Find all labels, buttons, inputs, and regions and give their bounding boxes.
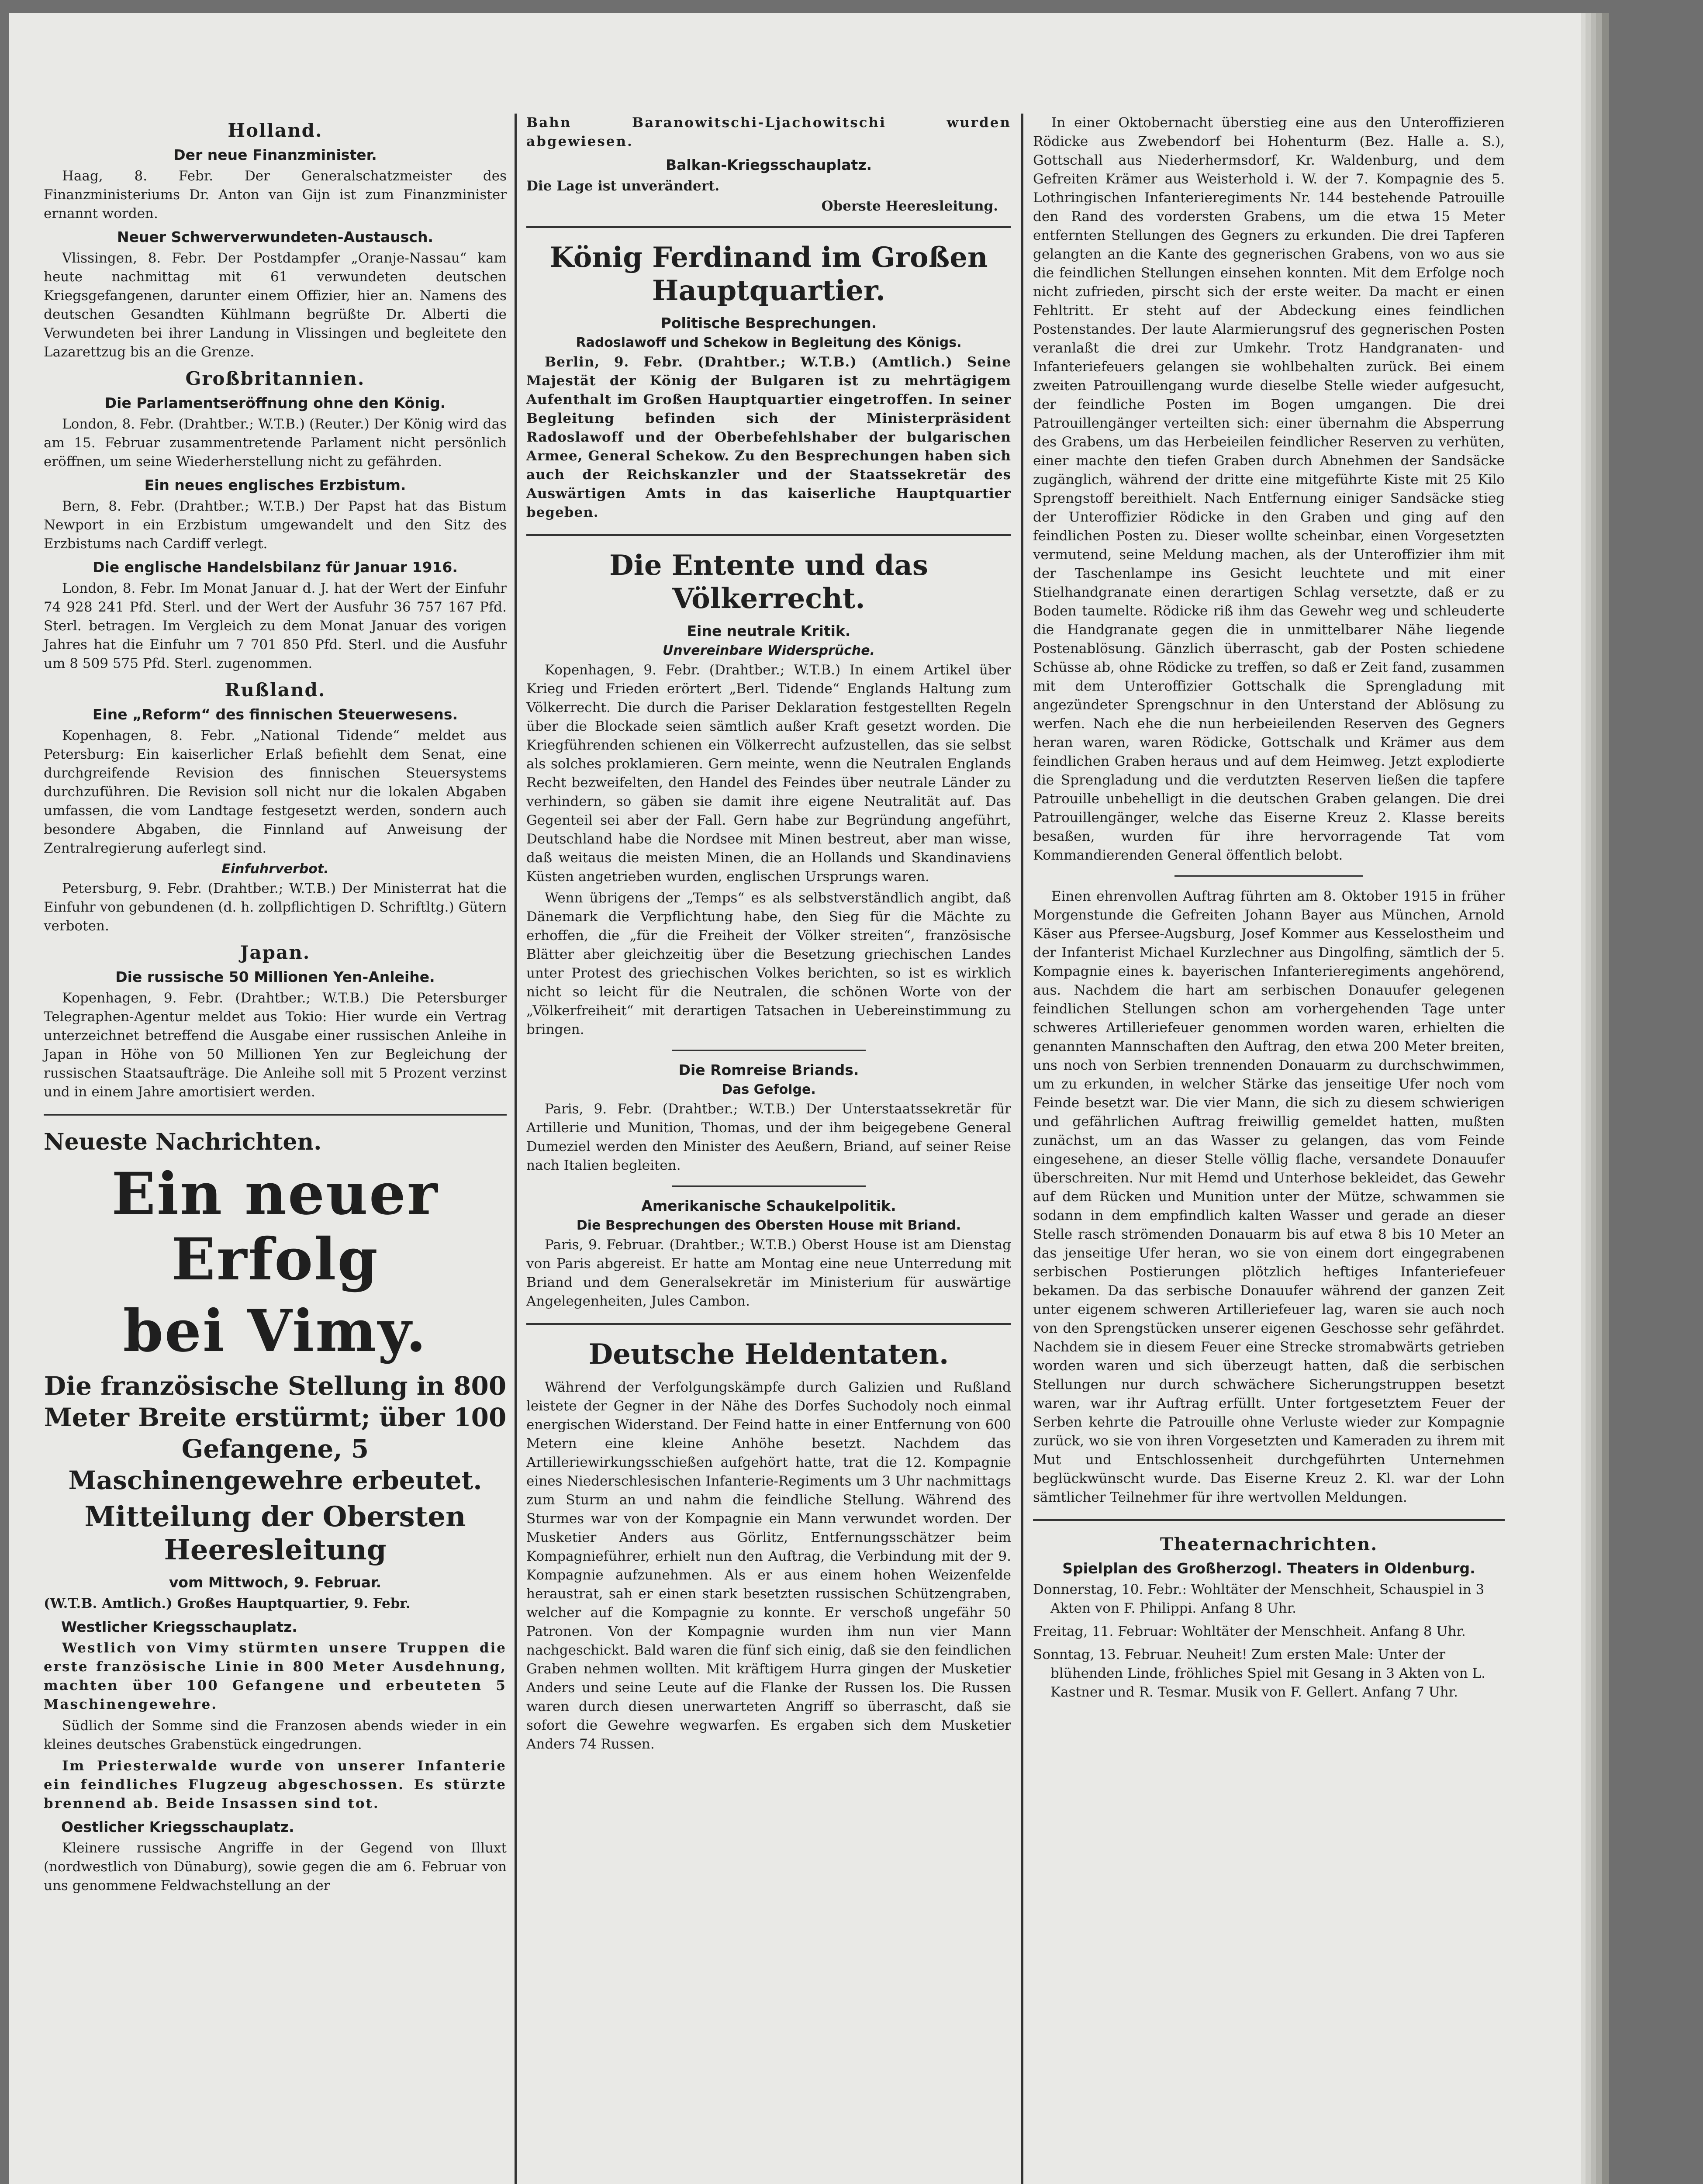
article-heading: Die englische Handelsbilanz für Januar 1916. bbox=[93, 559, 458, 576]
section-heading-japan: Japan. bbox=[240, 942, 311, 963]
headline-line-1: Ein neuer Erfolg bbox=[111, 1160, 439, 1293]
article-heading: Einfuhrverbot. bbox=[221, 861, 329, 877]
article-subheading: Eine neutrale Kritik. bbox=[687, 622, 851, 639]
article-text: Einen ehrenvollen Auftrag führten am 8. Oktober 1915 in früher Morgenstunde die Gefreiten Johann Bayer aus München, Arnold Käser aus Pfersee-Augsburg, Josef Kommer aus Kesselostheim und der Infanterist Michael Kurzlechner aus Dingolfing, sämtlich der 5. Kompagnie eines k. bayerischen Infanterieregiments angehörend, aus. Nachdem die hart am serbischen Donauufer gelegenen feindlichen Stellungen schon am vorhergehenden Tage unter schweres Artilleriefeuer genommen worden waren, erhielten die genannten Mannschaften den Auftrag, den etwa 200 Meter breiten, uns noch von Serbien trennenden Donauarm zu durchschwimmen, um zu erkunden, in welcher Stärke das jenseitige Ufer noch vom Feinde besetzt war. Die vier Mann, die sich zu diesem schwierigen und gefährlichen Auftrag freiwillig gemeldet hatten, mußten zunächst, um an das Wasser zu gelangen, das vom Feinde eingesehene, an dieser Stelle völlig flache, versandete Donauufer überschreiten. Nur mit Hemd und Unterhose bekleidet, das Gewehr auf dem Rücken und Munition unter der Mütze, schwammen sie sodann in dem empfindlich kalten Wasser und gerade an dieser Stelle rasch strömenden Donauarm bis auf etwa 8 bis 10 Meter an das jenseitige Ufer heran, wo sie von einem dort eingegrabenen serbischen Postierungen plötzlich heftiges Infanteriefeuer bekamen. Da das serbische Donauufer während der ganzen Zeit unter eigenem schweren Artilleriefeuer lag, waren sie auch noch von den Sprengstücken unserer eigenen Geschosse sehr gefährdet. Nachdem sie in diesem Feuer eine Strecke stromabwärts getrieben worden waren und sich überzeugt hatten, daß die serbischen Stellungen nur durch schwächere Sicherungstruppen besetzt waren, war ihr Auftrag erfüllt. Unter fortgesetztem Feuer der Serben kehrte die Patrouille ohne Verluste wieder zur Kompagnie zurück, wo sie von ihren Vorgesetzten und Kameraden zu ihrem mit Mut und Entschlossenheit durchgeführten Unternehmen beglückwünscht wurde. Das Eiserne Kreuz 2. Kl. war der Lohn sämtlicher Teilnehmer für ihre wertvollen Meldungen. bbox=[1033, 888, 1505, 1505]
theater-listing: Freitag, 11. Februar: Wohltäter der Menschheit. Anfang 8 Uhr. bbox=[1033, 1624, 1466, 1639]
divider bbox=[44, 1114, 507, 1116]
article-text: Westlich von Vimy stürmten unsere Truppen die erste französische Linie in 800 Meter Ausdehnung, machten über 100 Gefangene und erbeuteten 5 Maschinengewehre. bbox=[44, 1640, 507, 1712]
wtb-line: (W.T.B. Amtlich.) Großes Hauptquartier, 9. Febr. bbox=[44, 1596, 411, 1611]
article-text: London, 8. Febr. Im Monat Januar d. J. hat der Wert der Einfuhr 74 928 241 Pfd. Sterl. und der Wert der Ausfuhr 36 757 167 Pfd. Sterl. betragen. Im Vergleich zu dem Monat Januar des vorigen Jahres hat die Einfuhr um 7 701 850 Pfd. Sterl. und die Ausfuhr um 8 509 575 Pfd. Sterl. zugenommen. bbox=[44, 581, 507, 671]
entente-heading: Die Entente und das Völkerrecht. bbox=[609, 549, 928, 615]
article-subheading: Das Gefolge. bbox=[722, 1082, 816, 1097]
theater-listing: Sonntag, 13. Februar. Neuheit! Zum ersten Male: Unter der blühenden Linde, fröhliches Spiel mit Gesang in 3 Akten von L. Kastner und R. Tesmar. Musik von F. Gellert. Anfang 7 Uhr. bbox=[1033, 1647, 1485, 1700]
romreise-heading: Die Romreise Briands. bbox=[678, 1061, 859, 1078]
article-text: Die Lage ist unverändert. bbox=[526, 178, 720, 194]
divider bbox=[1174, 875, 1363, 877]
headline-subtitle: Die französische Stellung in 800 Meter Breite erstürmt; über 100 Gefangene, 5 Maschinengewehre erbeutet. bbox=[44, 1371, 507, 1495]
mitteilung-date: vom Mittwoch, 9. Februar. bbox=[169, 1574, 382, 1591]
article-text: Im Priesterwalde wurde von unserer Infanterie ein feindliches Flugzeug abgeschossen. Es stürzte brennend ab. Beide Insassen sind tot. bbox=[44, 1758, 507, 1811]
article-subheading: Politische Besprechungen. bbox=[660, 314, 877, 332]
article-text: Südlich der Somme sind die Franzosen abends wieder in ein kleines deutsches Grabenstück eingedrungen. bbox=[44, 1718, 507, 1752]
article-subheading: Die Besprechungen des Obersten House mit Briand. bbox=[576, 1218, 961, 1233]
section-heading-holland: Holland. bbox=[228, 120, 323, 141]
heldentaten-heading: Deutsche Heldentaten. bbox=[588, 1338, 949, 1371]
article-heading: Neuer Schwerverwundeten-Austausch. bbox=[117, 228, 434, 245]
balkan-heading: Balkan-Kriegsschauplatz. bbox=[665, 156, 872, 173]
column-3 bbox=[1033, 114, 1505, 1706]
article-heading: Eine „Reform“ des finnischen Steuerwesens. bbox=[92, 706, 458, 723]
article-heading: Der neue Finanzminister. bbox=[173, 146, 377, 163]
ost-heading: Oestlicher Kriegsschauplatz. bbox=[61, 1818, 294, 1835]
article-text: Kleinere russische Angriffe in der Gegend von Illuxt (nordwestlich von Dünaburg), sowie gegen die am 6. Februar von uns genommene Feldwachstellung an der bbox=[44, 1840, 507, 1894]
article-subheading: Radoslawoff und Schekow in Begleitung des Königs. bbox=[576, 335, 962, 350]
amerika-heading: Amerikanische Schaukelpolitik. bbox=[641, 1197, 896, 1214]
column-1 bbox=[44, 114, 507, 1898]
theater-heading: Theaternachrichten. bbox=[1160, 1534, 1378, 1555]
divider bbox=[526, 226, 1011, 228]
article-text: Paris, 9. Februar. (Drahtber.; W.T.B.) Oberst House ist am Dienstag von Paris abgereist. Er hatte am Montag eine neue Unterredung mit Briand und dem Generalsekretär im Ministerium für auswärtige Angelegenheiten, Jules Cambon. bbox=[526, 1237, 1011, 1309]
divider bbox=[1033, 1519, 1505, 1521]
article-text: In einer Oktobernacht überstieg eine aus den Unteroffizieren Rödicke aus Zwebendorf bei Hohenturm (Bez. Halle a. S.), Gottschall aus Niederhermsdorf, Kr. Waldenburg, und dem Gefreiten Krämer aus Weisterhold i. W. der 7. Kompagnie des 5. Lothringischen Infanterieregiments Nr. 144 bestehende Patrouille den Rand des vordersten Grabens, um die etwa 15 Meter entfernten Stellungen des Gegners zu erkunden. Die drei Tapferen gelangten an die Kante des gegnerischen Grabens, von wo aus sie die feindlichen Stellungen einsehen konnten. Mit dem Erfolge noch nicht zufrieden, pirscht sich der erste weiter. Da macht er einen Fehltritt. Er steht auf der Abdeckung eines feindlichen Postenstandes. Der laute Alarmierungsruf des gegnerischen Posten veranlaßt die drei zur Umkehr. Trotz Handgranaten- und Infanteriefeuers gelangen sie wohlbehalten zurück. Bei einem zweiten Patrouillengang wurde dieselbe Stelle wieder aufgesucht, der feindliche Posten im Bogen umgangen. Die drei Patrouillengänger verteilten sich: einer übernahm die Absperrung des Grabens, um das Herbeieilen feindlicher Reserven zu verhüten, einer machte den tiefen Graben durch Abnehmen der Sandsäcke zugänglich, während der dritte eine mitgeführte Kiste mit 25 Kilo Sprengstoff bereithielt. Nach Entfernung einiger Sandsäcke stieg der Unteroffizier Rödicke in den Graben und ging auf den feindlichen Posten zu. Dieser wollte scheinbar, einen Vorgesetzten vermutend, seine Meldung machen, als der Unteroffizier ihm mit der Taschenlampe ins Gesicht leuchtete und mit einer Stielhandgranate einen derartigen Schlag versetzte, daß er zu Boden taumelte. Rödicke riß ihm das Gewehr weg und schleuderte die Handgranate gegen die in unmittelbarer Nähe liegende Postenablösung. Gänzlich überrascht, gab der Posten schiedene Schüsse ab, ohne Rödicke zu treffen, so daß er Zeit fand, zusammen mit dem Unteroffizier Gottschalk die Sprengladung mit angezündeter Sprengschnur in den Unterstand der Ablösung zu werfen. Nach ehe die nun herbeieilenden Reserven des Gegners heran waren, waren Rödicke, Gottschalk und Krämer aus dem feindlichen Graben heraus und auf dem Heimweg. Jetzt explodierte die Sprengladung und die verdutzten Reserven ließen die tapfere Patrouille unbehelligt in die deutschen Graben gelangen. Die drei Patrouillengänger, welche das Eiserne Kreuz 2. Klasse bereits besaßen, wurden für ihre hervorragende Tat vom Kommandierenden General öffentlich belobt. bbox=[1033, 115, 1505, 863]
article-text: Kopenhagen, 8. Febr. „National Tidende“ meldet aus Petersburg: Ein kaiserlicher Erlaß befiehlt dem Senat, eine durchgreifende Revision des finnischen Steuersystems durchzuführen. Die Revision soll nicht nur die lokalen Abgaben umfassen, die vom Landtage festgesetzt werden, sondern auch besondere Abgaben, die Finnland auf Anweisung der Zentralregierung auferlegt sind. bbox=[44, 728, 507, 856]
article-text: London, 8. Febr. (Drahtber.; W.T.B.) (Reuter.) Der König wird das am 15. Februar zusammentretende Parlament nicht persönlich eröffnen, um seine Wiederherstellung nicht zu gefährden. bbox=[44, 416, 507, 470]
article-text: Berlin, 9. Febr. (Drahtber.; W.T.B.) (Amtlich.) Seine Majestät der König der Bulgaren ist zu mehrtägigem Aufenthalt im Großen Hauptquartier eingetroffen. In seiner Begleitung befinden sich der Ministerpräsident Radoslawoff und der Oberbefehlshaber der bulgarischen Armee, General Schekow. Zu den Besprechungen haben sich auch der Reichskanzler und der Staatssekretär des Auswärtigen Amts in das kaiserliche Hauptquartier begeben. bbox=[526, 354, 1011, 520]
article-text: Petersburg, 9. Febr. (Drahtber.; W.T.B.) Der Ministerrat hat die Einfuhr von gebundenen (d. h. zollpflichtigen D. Schriftltg.) Gütern verboten. bbox=[44, 881, 507, 934]
column-rule bbox=[515, 114, 517, 2184]
koenig-heading: König Ferdinand im Großen Hauptquartier. bbox=[549, 241, 988, 307]
column-rule bbox=[1021, 114, 1023, 2184]
column-2 bbox=[526, 114, 1011, 1756]
spielplan-heading: Spielplan des Großherzogl. Theaters in Oldenburg. bbox=[1062, 1560, 1475, 1577]
article-text: Kopenhagen, 9. Febr. (Drahtber.; W.T.B.) In einem Artikel über Krieg und Frieden erörtert „Berl. Tidende“ Englands Haltung zum Völkerrecht. Die durch die Pariser Deklaration festgestellten Regeln über die Blockade seien sämtlich außer Kraft gesetzt worden. Die Kriegführenden schienen ein Völkerrecht aufzustellen, das sie selbst als solches proklamieren. Gern meinte, wenn die Neutralen Englands Recht bezweifelten, den Handel des Feindes über neutrale Länder zu verhindern, so gäben sie damit ihre eigene Neutralität auf. Das Gegenteil sei aber der Fall. Gern habe zur Begründung angeführt, Deutschland habe die Nordsee mit Minen bestreut, aber man wisse, daß weitaus die meisten Minen, die an Hollands und Skandinaviens Küsten angetrieben wurden, englischen Ursprungs waren. bbox=[526, 662, 1011, 885]
article-text: Haag, 8. Febr. Der Generalschatzmeister des Finanzministeriums Dr. Anton van Gijn ist zum Finanzminister ernannt worden. bbox=[44, 168, 507, 221]
divider bbox=[526, 1323, 1011, 1325]
divider bbox=[526, 534, 1011, 536]
article-text: Bern, 8. Febr. (Drahtber.; W.T.B.) Der Papst hat das Bistum Newport in ein Erzbistum umgewandelt und den Sitz des Erzbistums nach Cardiff verlegt. bbox=[44, 498, 507, 552]
article-text: Bahn Baranowitschi-Ljachowitschi wurden abgewiesen. bbox=[526, 115, 1011, 149]
article-text: Während der Verfolgungskämpfe durch Galizien und Rußland leistete der Gegner in der Nähe des Dorfes Suchodoly noch einmal energischen Widerstand. Der Feind hatte in einer Entfernung von 600 Metern eine kleine Anhöhe besetzt. Nachdem das Artilleriewirkungsschießen aufgehört hatte, trat die 12. Kompagnie eines Niederschlesischen Infanterie-Regiments um 3 Uhr nachmittags zum Sturm an und nahm die feindliche Stellung. Während des Sturmes war von der Kompagnie ein Mann verwundet worden. Der Musketier Anders aus Görlitz, Entfernungsschätzer beim Kompagnieführer, erhielt nun den Auftrag, die Verbindung mit der 9. Kompagnie aufzunehmen. Als er aus einem hohen Weizenfelde heraustrat, sah er einen stark besetzten russischen Schützengraben, welcher auf die Kompagnie zu konnte. Er verschoß ungefähr 50 Patronen. Von der Kompagnie wurden ihm nun vier Mann nachgeschickt. Bald waren die fünf sich einig, daß sie den feindlichen Graben nehmen wollten. Mit kräftigem Hurra gingen der Musketier Anders und seine Leute auf die Flanke der Russen los. Die Russen waren durch diesen unerwarteten Angriff so überrascht, daß sie sofort die Gewehre wegwarfen. Es ergaben sich dem Musketier Anders 74 Russen. bbox=[526, 1379, 1011, 1752]
theater-listing: Donnerstag, 10. Febr.: Wohltäter der Menschheit, Schauspiel in 3 Akten von F. Philippi. Anfang 8 Uhr. bbox=[1033, 1582, 1485, 1616]
article-heading: Die Parlamentseröffnung ohne den König. bbox=[104, 394, 446, 411]
mitteilung-heading: Mitteilung der Obersten Heeresleitung bbox=[84, 1500, 466, 1566]
divider bbox=[672, 1185, 866, 1187]
divider bbox=[672, 1050, 866, 1051]
article-heading: Ein neues englisches Erzbistum. bbox=[144, 477, 406, 494]
article-subheading: Unvereinbare Widersprüche. bbox=[662, 643, 875, 658]
latest-news-heading: Neueste Nachrichten. bbox=[44, 1129, 322, 1155]
article-text: Wenn übrigens der „Temps“ es als selbstverständlich angibt, daß Dänemark die Verpflichtung habe, den Sieg für die Mächte zu erhoffen, die „für die Freiheit der Völker streiten“, französische Blätter aber gleichzeitig über die Besetzung griechischen Landes unter Protest des griechischen Volkes berichten, so ist es wirklich nicht so leicht für die Neutralen, die schönen Worte von der „Völkerfreiheit“ mit derartigen Tatsachen in Uebereinstimmung zu bringen. bbox=[526, 890, 1011, 1037]
article-text: Kopenhagen, 9. Febr. (Drahtber.; W.T.B.) Die Petersburger Telegraphen-Agentur meldet aus Tokio: Hier wurde ein Vertrag unterzeichnet betreffend die Ausgabe einer russischen Anleihe in Japan in Höhe von 50 Millionen Yen zur Begleichung der russischen Staatsaufträge. Die Anleihe soll mit 5 Prozent verzinst und in einem Jahre amortisiert werden. bbox=[44, 990, 507, 1100]
west-heading: Westlicher Kriegsschauplatz. bbox=[61, 1618, 297, 1635]
article-text: Paris, 9. Febr. (Drahtber.; W.T.B.) Der Unterstaatssekretär für Artillerie und Munition, Thomas, und der ihm beigegebene General Dumeziel werden den Minister des Aeußern, Briand, auf seiner Reise nach Italien begleiten. bbox=[526, 1101, 1011, 1173]
newspaper-page bbox=[9, 13, 1581, 2184]
article-heading: Die russische 50 Millionen Yen-Anleihe. bbox=[115, 968, 435, 985]
headline-line-2: bei Vimy. bbox=[123, 1297, 428, 1365]
section-heading-gb: Großbritannien. bbox=[185, 368, 365, 389]
section-heading-russland: Rußland. bbox=[225, 679, 326, 701]
signature: Oberste Heeresleitung. bbox=[821, 198, 998, 214]
article-text: Vlissingen, 8. Febr. Der Postdampfer „Oranje-Nassau“ kam heute nachmittag mit 61 verwundeten deutschen Kriegsgefangenen, darunter einem Offizier, hier an. Namens des deutschen Gesandten Kühlmann begrüßte Dr. Alberti die Verwundeten bei ihrer Landung in Vlissingen und begleitete den Lazarettzug bis an die Grenze. bbox=[44, 250, 507, 360]
